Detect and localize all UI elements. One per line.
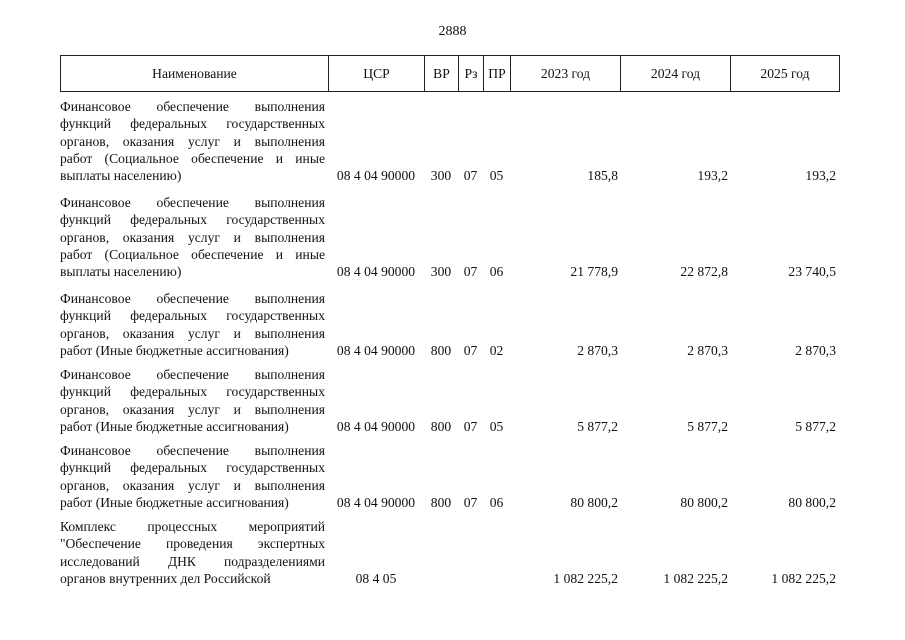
cell-y2024: 5 877,2	[687, 418, 728, 434]
cell-pr: 06	[489, 264, 504, 280]
header-pr: ПР	[484, 56, 511, 91]
table-row	[60, 98, 840, 185]
row-name	[60, 290, 325, 359]
table-row	[60, 518, 840, 587]
cell-y2025: 193,2	[805, 168, 836, 184]
row-name-line: функций федеральных государственных	[60, 116, 325, 132]
row-name	[60, 194, 325, 280]
row-name-line: органов, оказания услуг и выполнения	[60, 325, 325, 341]
cell-y2024: 22 872,8	[680, 264, 728, 280]
row-name-line: Финансовое обеспечение выполнения	[60, 367, 325, 382]
table-row	[60, 290, 840, 359]
cell-y2025: 1 082 225,2	[771, 570, 836, 586]
table-row	[60, 442, 840, 511]
row-name-line: работ (Иные бюджетные ассигнования)	[60, 342, 289, 358]
cell-pr: 02	[489, 342, 504, 358]
cell-pr: 05	[489, 418, 504, 434]
row-name-line: функций федеральных государственных	[60, 460, 325, 476]
cell-rz: 07	[463, 418, 478, 434]
header-2024: 2024 год	[621, 56, 731, 91]
header-vr: ВР	[425, 56, 459, 91]
row-name-line: работ (Социальное обеспечение и иные	[60, 246, 325, 262]
row-name-line: работ (Иные бюджетные ассигнования)	[60, 494, 289, 510]
cell-y2023: 21 778,9	[570, 264, 618, 280]
row-name-line: Финансовое обеспечение выполнения	[60, 291, 325, 306]
header-name: Наименование	[61, 56, 329, 91]
header-rz: Рз	[459, 56, 484, 91]
cell-y2023: 80 800,2	[570, 494, 618, 510]
cell-y2023: 5 877,2	[577, 418, 618, 434]
row-name-line: Финансовое обеспечение выполнения	[60, 443, 325, 458]
cell-y2025: 23 740,5	[788, 264, 836, 280]
table-header	[60, 55, 840, 92]
cell-csr: 08 4 04 90000	[336, 494, 416, 510]
cell-y2024: 80 800,2	[680, 494, 728, 510]
cell-rz: 07	[463, 264, 478, 280]
row-name-line: Комплекс процессных мероприятий	[60, 519, 325, 534]
cell-vr: 800	[430, 418, 452, 434]
header-csr: ЦСР	[329, 56, 425, 91]
row-name-line: работ (Социальное обеспечение и иные	[60, 150, 325, 166]
row-name-line: Финансовое обеспечение выполнения	[60, 99, 325, 114]
row-name-line: органов, оказания услуг и выполнения	[60, 229, 325, 245]
cell-y2025: 80 800,2	[788, 494, 836, 510]
row-name-line: функций федеральных государственных	[60, 308, 325, 324]
cell-y2024: 193,2	[697, 168, 728, 184]
cell-y2025: 2 870,3	[795, 342, 836, 358]
cell-y2025: 5 877,2	[795, 418, 836, 434]
cell-csr: 08 4 05	[355, 570, 397, 586]
table-row	[60, 366, 840, 435]
cell-csr: 08 4 04 90000	[336, 342, 416, 358]
cell-vr: 800	[430, 494, 452, 510]
row-name-line: функций федеральных государственных	[60, 384, 325, 400]
cell-rz: 07	[463, 168, 478, 184]
cell-rz: 07	[463, 342, 478, 358]
row-name	[60, 366, 325, 435]
row-name-line: органов, оказания услуг и выполнения	[60, 401, 325, 417]
cell-csr: 08 4 04 90000	[336, 418, 416, 434]
cell-y2023: 2 870,3	[577, 342, 618, 358]
row-name-line: исследований ДНК подразделениями	[60, 553, 325, 569]
row-name-line: органов, оказания услуг и выполнения	[60, 133, 325, 149]
table-row	[60, 194, 840, 281]
row-name-line: "Обеспечение проведения экспертных	[60, 536, 325, 552]
row-name-line: выплаты населению)	[60, 168, 182, 184]
row-name	[60, 518, 325, 587]
cell-y2024: 2 870,3	[687, 342, 728, 358]
row-name-line: функций федеральных государственных	[60, 212, 325, 228]
cell-y2024: 1 082 225,2	[663, 570, 728, 586]
row-name-line: Финансовое обеспечение выполнения	[60, 195, 325, 210]
header-2023: 2023 год	[511, 56, 621, 91]
row-name	[60, 98, 325, 184]
row-name	[60, 442, 325, 511]
cell-csr: 08 4 04 90000	[336, 264, 416, 280]
cell-rz: 07	[463, 494, 478, 510]
cell-csr: 08 4 04 90000	[336, 168, 416, 184]
cell-vr: 300	[430, 264, 452, 280]
cell-pr: 05	[489, 168, 504, 184]
cell-vr: 300	[430, 168, 452, 184]
cell-vr: 800	[430, 342, 452, 358]
row-name-line: органов, оказания услуг и выполнения	[60, 477, 325, 493]
row-name-line: выплаты населению)	[60, 264, 182, 280]
cell-pr: 06	[489, 494, 504, 510]
header-2025: 2025 год	[760, 66, 810, 81]
row-name-line: органов внутренних дел Российской	[60, 570, 271, 586]
cell-y2023: 185,8	[587, 168, 618, 184]
row-name-line: работ (Иные бюджетные ассигнования)	[60, 418, 289, 434]
page-number: 2888	[438, 24, 467, 39]
cell-y2023: 1 082 225,2	[553, 570, 618, 586]
